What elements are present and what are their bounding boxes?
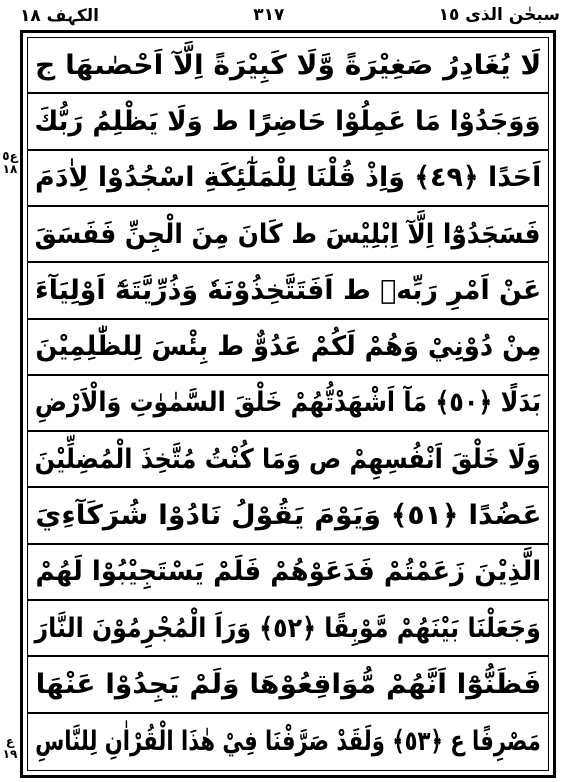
text-line-7 [28, 376, 548, 432]
verse-text: مَصْرِفًا ع ﴿٥٣﴾ وَلَقَدْ صَرَّفْنَا فِيْ هٰذَا الْقُرْاٰنِ لِلنَّاسِ [35, 726, 541, 758]
ruku-marker-upper: ع٥ ١٨ [2, 149, 18, 176]
text-line-11 [28, 601, 548, 657]
page-frame [20, 30, 556, 778]
text-line-10 [28, 545, 548, 601]
text-line-8 [28, 432, 548, 488]
text-area [27, 37, 549, 771]
verse-text: عَضُدًا ﴿٥١﴾ وَيَوْمَ يَقُوْلُ نَادُوْا شُرَكَآءِيَ [34, 500, 542, 532]
text-line-9 [28, 488, 548, 544]
verse-text: لَا يُغَادِرُ صَغِيْرَةً وَّلَا كَبِيْرَةً اِلَّآ اَحْصٰىهَا ج [34, 49, 542, 81]
verse-text: الَّذِيْنَ زَعَمْتُمْ فَدَعَوْهُمْ فَلَمْ يَسْتَجِيْبُوْا لَهُمْ [35, 556, 541, 588]
text-line-1 [28, 38, 548, 94]
verse-text: وَوَجَدُوْا مَا عَمِلُوْا حَاضِرًا ط وَلَا يَظْلِمُ رَبُّكَ [34, 105, 542, 137]
verse-text: بَدَلًا ﴿٥٠﴾ مَآ اَشْهَدْتُّهُمْ خَلْقَ السَّمٰوٰتِ وَالْاَرْضِ [34, 387, 542, 419]
text-line-5 [28, 263, 548, 319]
verse-text: وَلَا خَلْقَ اَنْفُسِهِمْ ص وَمَا كُنْتُ مُتَّخِذَ الْمُضِلِّيْنَ [34, 443, 542, 475]
page-number: ٣١٧ [253, 5, 285, 25]
verse-text: فَسَجَدُوْٓا اِلَّآ اِبْلِيْسَ ط كَانَ مِنَ الْجِنِّ فَفَسَقَ [35, 218, 541, 250]
ruku-marker-lower: ع ١٩ [2, 734, 18, 761]
text-line-13 [28, 714, 548, 770]
text-line-4 [28, 207, 548, 263]
verse-text: عَنْ اَمْرِ رَبِّهٖ ط اَفَتَتَّخِذُوْنَهٗ وَذُرِّيَّتَهٗٓ اَوْلِيَآءَ [34, 274, 542, 306]
juz-name-header: سبحٰن الذی ١٥ [438, 5, 560, 25]
text-line-2 [28, 94, 548, 150]
text-line-6 [28, 320, 548, 376]
surah-name-header: الکہف ١٨ [20, 5, 99, 26]
text-line-12 [28, 657, 548, 713]
verse-text: وَجَعَلْنَا بَيْنَهُمْ مَّوْبِقًا ﴿٥٢﴾ وَرَاَ الْمُجْرِمُوْنَ النَّارَ [34, 612, 542, 644]
verse-text: اَحَدًا ﴿٤٩﴾ وَاِذْ قُلْنَا لِلْمَلٰٓئِكَةِ اسْجُدُوْا لِاٰدَمَ [34, 162, 542, 194]
text-line-3 [28, 151, 548, 207]
page-header [20, 2, 560, 28]
verse-text: مِنْ دُوْنِيْ وَهُمْ لَكُمْ عَدُوٌّ ط بِئْسَ لِلظّٰلِمِيْنَ [35, 331, 541, 363]
verse-text: فَظَنُّوْٓا اَنَّهُمْ مُّوَاقِعُوْهَا وَلَمْ يَجِدُوْا عَنْهَا [35, 669, 541, 701]
